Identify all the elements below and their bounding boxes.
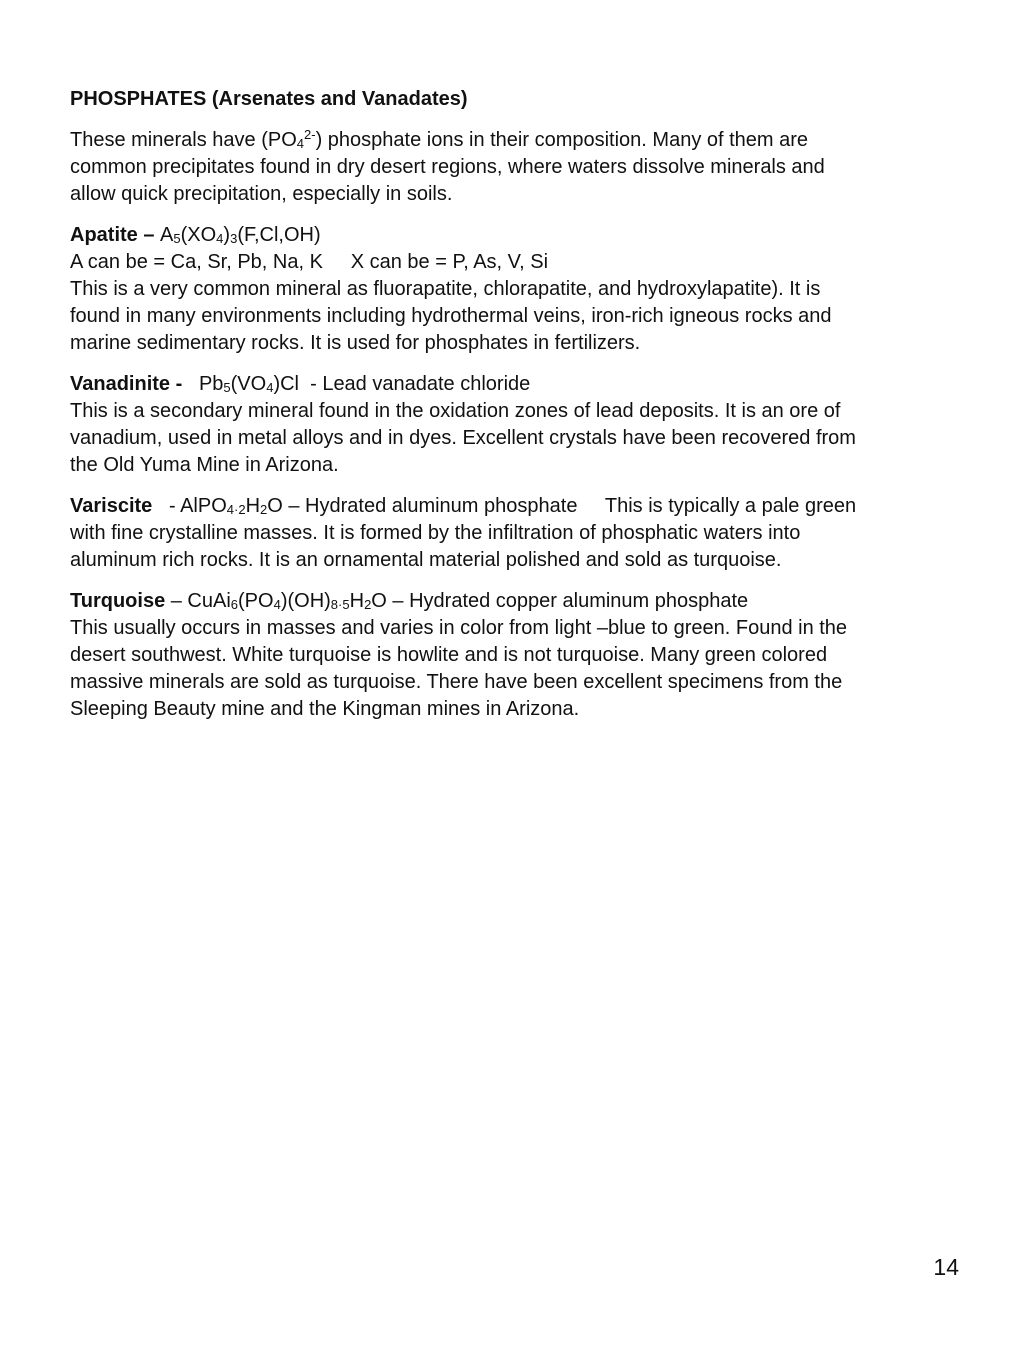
turquoise-name: Turquoise	[70, 590, 166, 612]
apatite-name: Apatite –	[70, 224, 161, 246]
variscite-formula-line	[70, 493, 980, 520]
turquoise-section	[70, 588, 980, 723]
apatite-substitutions: A can be = Ca, Sr, Pb, Na, K X can be = P, As, V, Si	[70, 251, 549, 273]
vanadinite-formula-line	[70, 371, 980, 398]
intro-paragraph	[70, 127, 980, 208]
variscite-description-2: aluminum rich rocks. It is an ornamental material polished and sold as turquoise.	[70, 549, 782, 571]
apatite-formula: $A_5(XO_4)_3(F,Cl,OH)$	[160, 224, 321, 246]
apatite-description-1: This is a very common mineral as fluorapatite, chlorapatite, and hydroxylapatite). It is	[70, 278, 821, 300]
apatite-formula-line	[70, 222, 980, 249]
vanadinite-formula: $Pb_5(VO_4)Cl$ - Lead vanadate chloride	[198, 373, 531, 395]
apatite-description-3: marine sedimentary rocks. It is used for phosphates in fertilizers.	[70, 332, 641, 354]
variscite-name: Variscite	[70, 495, 153, 517]
apatite-section	[70, 222, 980, 357]
apatite-description-2: found in many environments including hydrothermal veins, iron-rich igneous rocks and	[70, 305, 832, 327]
vanadinite-description-3: the Old Yuma Mine in Arizona.	[70, 454, 339, 476]
vanadinite-name: Vanadinite -	[70, 373, 188, 395]
page-content	[70, 86, 980, 737]
variscite-formula: - $AlPO_{4\cdot 2}H_2O$ – Hydrated aluminum phosphate This is typically a pale green	[152, 495, 857, 517]
vanadinite-description-1: This is a secondary mineral found in the oxidation zones of lead deposits. It is an ore of	[70, 400, 841, 422]
turquoise-description-2: desert southwest. White turquoise is howlite and is not turquoise. Many green colored	[70, 644, 828, 666]
variscite-description-1: with fine crystalline masses. It is formed by the infiltration of phosphatic waters into	[70, 522, 801, 544]
variscite-section	[70, 493, 980, 574]
turquoise-formula-line	[70, 588, 980, 615]
turquoise-formula: – $CuAi_6(PO_4)(OH)_{8\cdot 5}H_2O$ – Hydrated copper aluminum phosphate	[165, 590, 749, 612]
turquoise-description-3: massive minerals are sold as turquoise. There have been excellent specimens from the	[70, 671, 843, 693]
vanadinite-section	[70, 371, 980, 479]
intro-line-3: allow quick precipitation, especially in soils.	[70, 183, 453, 205]
intro-line-1: These minerals have $(PO_4^{2-})$ phosphate ions in their composition. Many of them are	[70, 127, 809, 151]
intro-line-2: common precipitates found in dry desert regions, where waters dissolve minerals and	[70, 156, 825, 178]
turquoise-description-4: Sleeping Beauty mine and the Kingman mines in Arizona.	[70, 698, 580, 720]
turquoise-description-1: This usually occurs in masses and varies in color from light –blue to green. Found in the	[70, 617, 848, 639]
page-title: PHOSPHATES (Arsenates and Vanadates)	[70, 88, 468, 110]
page-number: 14	[933, 1254, 959, 1280]
vanadinite-description-2: vanadium, used in metal alloys and in dyes. Excellent crystals have been recovered from	[70, 427, 856, 449]
